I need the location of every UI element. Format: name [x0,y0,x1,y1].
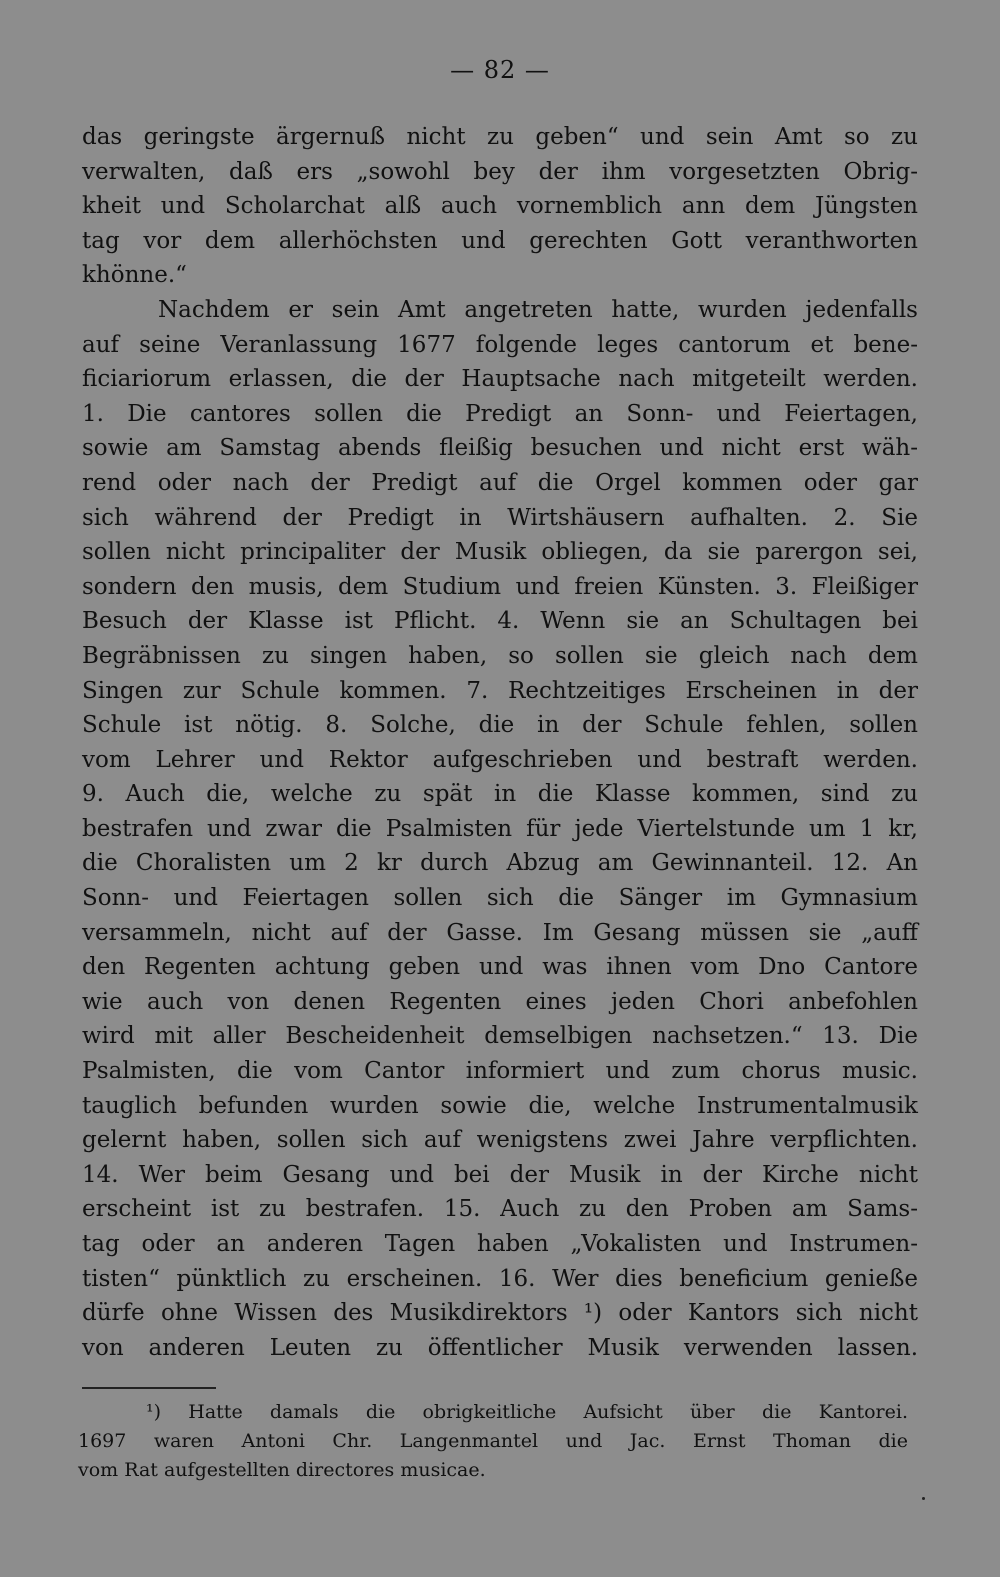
footnote-line: ¹) Hatte damals die obrigkeitliche Aufsicht über die Kantorei. [146,1401,908,1423]
text-line: sich während der Predigt in Wirtshäusern aufhalten. 2. Sie [82,504,918,531]
text-line: rend oder nach der Predigt auf die Orgel kommen oder gar [82,469,918,496]
footnote-separator-rule [82,1387,216,1389]
text-line: Besuch der Klasse ist Pflicht. 4. Wenn sie an Schultagen bei [82,608,918,635]
text-line: den Regenten achtung geben und was ihnen vom Dno Cantore [82,954,918,981]
footnotes-block [78,1398,908,1485]
text-line: sowie am Samstag abends fleißig besuchen und nicht erst wäh- [82,435,918,462]
text-line: 1. Die cantores sollen die Predigt an Sonn- und Feiertagen, [82,400,918,427]
text-line: erscheint ist zu bestrafen. 15. Auch zu den Proben am Sams- [82,1196,918,1223]
text-line: sollen nicht principaliter der Musik obliegen, da sie parergon sei, [82,539,918,566]
text-line: Begräbnissen zu singen haben, so sollen sie gleich nach dem [82,642,918,669]
print-speck [922,1497,925,1500]
text-line: 14. Wer beim Gesang und bei der Musik in der Kirche nicht [82,1161,918,1188]
page-number: — 82 — [450,56,550,84]
text-line: tag oder an anderen Tagen haben „Vokalisten und Instrumen- [82,1231,918,1257]
text-line: von anderen Leuten zu öffentlicher Musik verwenden lassen. [82,1334,918,1361]
text-line: gelernt haben, sollen sich auf wenigstens zwei Jahre verpflichten. [82,1127,918,1154]
text-line: wie auch von denen Regenten eines jeden Chori anbefohlen [82,988,918,1015]
text-line: die Choralisten um 2 kr durch Abzug am Gewinnanteil. 12. An [82,850,918,877]
text-line: kheit und Scholarchat alß auch vornemblich ann dem Jüngsten [82,193,918,220]
main-text-block [82,120,918,1365]
text-line: tauglich befunden wurden sowie die, welche Instrumentalmusik [82,1092,918,1119]
text-line: auf seine Veranlassung 1677 folgende leges cantorum et bene- [82,331,918,358]
text-line: Psalmisten, die vom Cantor informiert und zum chorus music. [82,1058,918,1085]
text-line: versammeln, nicht auf der Gasse. Im Gesang müssen sie „auff [82,919,918,946]
text-line: ficiariorum erlassen, die der Hauptsache nach mitgeteilt werden. [82,366,918,393]
text-line: das geringste ärgernuß nicht zu geben“ und sein Amt so zu [82,124,918,150]
text-line: bestrafen und zwar die Psalmisten für jede Viertelstunde um 1 kr, [82,815,918,842]
footnote-line: 1697 waren Antoni Chr. Langenmantel und Jac. Ernst Thoman die [78,1430,908,1452]
footnote-line: vom Rat aufgestellten directores musicae. [78,1459,486,1481]
text-line: sondern den musis, dem Studium und freien Künsten. 3. Fleißiger [82,573,918,600]
text-line: Singen zur Schule kommen. 7. Rechtzeitiges Erscheinen in der [82,677,918,704]
text-line: dürfe ohne Wissen des Musikdirektors ¹) oder Kantors sich nicht [82,1300,918,1327]
text-line: Schule ist nötig. 8. Solche, die in der Schule fehlen, sollen [82,712,918,739]
text-line: tisten“ pünktlich zu erscheinen. 16. Wer dies beneficium genieße [82,1265,918,1292]
text-line: 9. Auch die, welche zu spät in die Klasse kommen, sind zu [82,781,918,808]
paragraph-start-line: Nachdem er sein Amt angetreten hatte, wurden jedenfalls [158,296,918,323]
text-line: Sonn- und Feiertagen sollen sich die Sänger im Gymnasium [82,885,918,912]
text-line: wird mit aller Bescheidenheit demselbigen nachsetzen.“ 13. Die [82,1023,918,1050]
text-line: khönne.“ [82,262,187,289]
text-line: vom Lehrer und Rektor aufgeschrieben und bestraft werden. [82,746,918,773]
text-line: verwalten, daß ers „sowohl bey der ihm vorgesetzten Obrig- [82,158,918,185]
text-line: tag vor dem allerhöchsten und gerechten Gott veranthworten [82,227,918,254]
